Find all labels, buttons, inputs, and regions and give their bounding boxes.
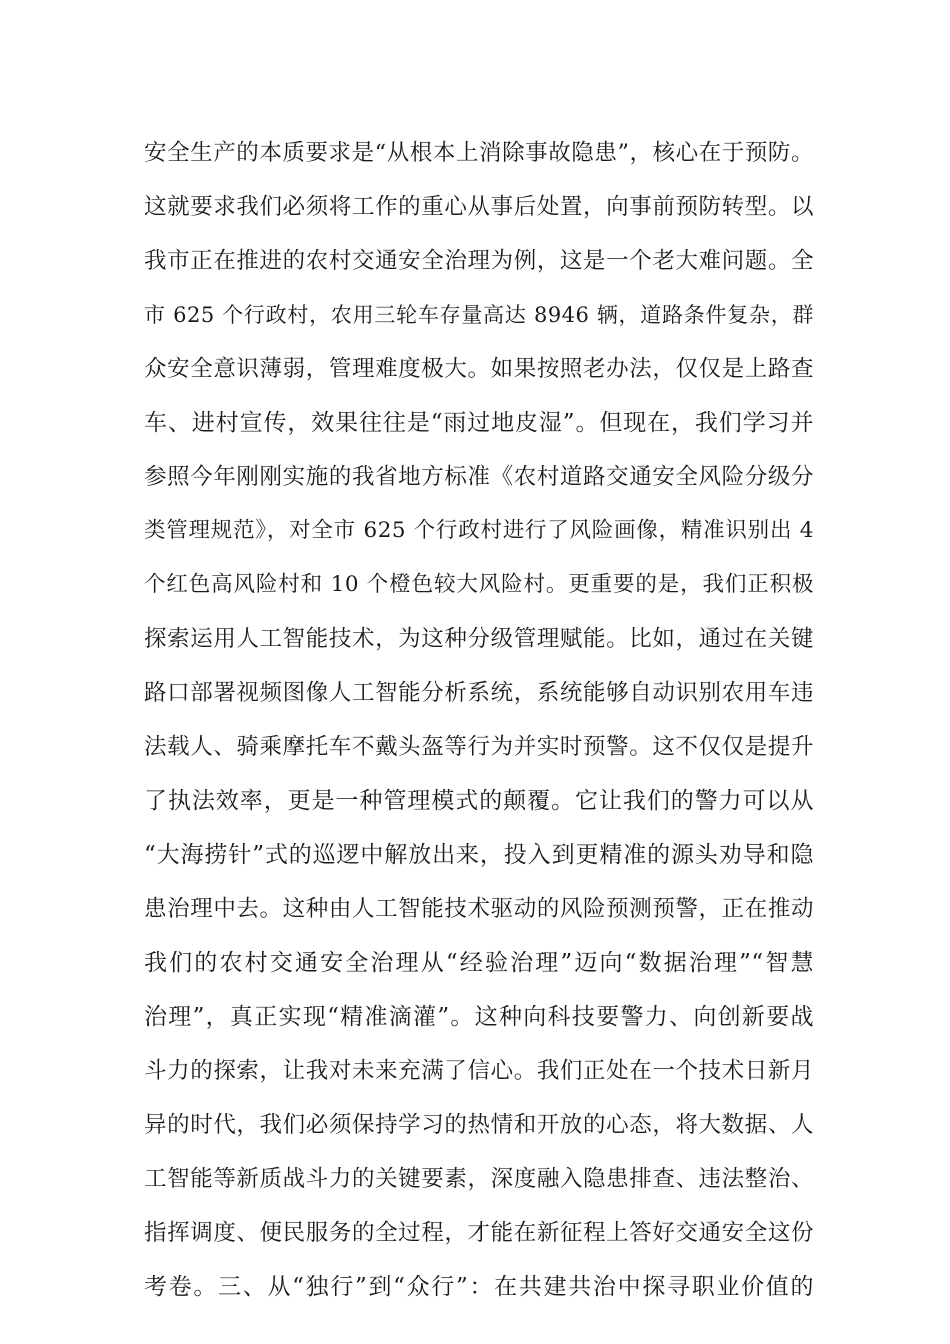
text-line: 考卷。三、从“独行”到“众行”：在共建共治中探寻职业价值的 — [144, 1274, 814, 1300]
text-line: 了执法效率，更是一种管理模式的颠覆。它让我们的警力可以从 — [144, 788, 814, 814]
text-line: 车、进村宣传，效果往往是“雨过地皮湿”。但现在，我们学习并 — [144, 410, 814, 436]
body-paragraph — [144, 126, 814, 1314]
text-line: 工智能等新质战斗力的关键要素，深度融入隐患排查、违法整治、 — [144, 1166, 814, 1192]
text-line: 路口部署视频图像人工智能分析系统，系统能够自动识别农用车违 — [144, 680, 814, 706]
text-line: 斗力的探索，让我对未来充满了信心。我们正处在一个技术日新月 — [144, 1058, 814, 1084]
text-line: 安全生产的本质要求是“从根本上消除事故隐患”，核心在于预防。 — [144, 140, 814, 166]
text-line: 法载人、骑乘摩托车不戴头盔等行为并实时预警。这不仅仅是提升 — [144, 734, 814, 760]
text-line: 我们的农村交通安全治理从“经验治理”迈向“数据治理”“智慧 — [144, 950, 814, 976]
text-line: 患治理中去。这种由人工智能技术驱动的风险预测预警，正在推动 — [144, 896, 814, 922]
text-line: 探索运用人工智能技术，为这种分级管理赋能。比如，通过在关键 — [144, 626, 814, 652]
text-line: 异的时代，我们必须保持学习的热情和开放的心态，将大数据、人 — [144, 1112, 814, 1138]
text-line: 个红色高风险村和 10 个橙色较大风险村。更重要的是，我们正积极 — [144, 572, 814, 597]
text-line: “大海捞针”式的巡逻中解放出来，投入到更精准的源头劝导和隐 — [144, 842, 814, 868]
text-line: 参照今年刚刚实施的我省地方标准《农村道路交通安全风险分级分 — [144, 464, 814, 490]
text-line: 这就要求我们必须将工作的重心从事后处置，向事前预防转型。以 — [144, 194, 814, 220]
text-line: 指挥调度、便民服务的全过程，才能在新征程上答好交通安全这份 — [144, 1220, 814, 1246]
text-line: 市 625 个行政村，农用三轮车存量高达 8946 辆，道路条件复杂，群 — [144, 303, 814, 327]
text-line: 治理”，真正实现“精准滴灌”。这种向科技要警力、向创新要战 — [144, 1004, 814, 1030]
text-line: 众安全意识薄弱，管理难度极大。如果按照老办法，仅仅是上路查 — [144, 356, 814, 382]
text-line: 类管理规范》，对全市 625 个行政村进行了风险画像，精准识别出 4 — [144, 518, 814, 543]
text-line: 我市正在推进的农村交通安全治理为例，这是一个老大难问题。全 — [144, 248, 814, 274]
